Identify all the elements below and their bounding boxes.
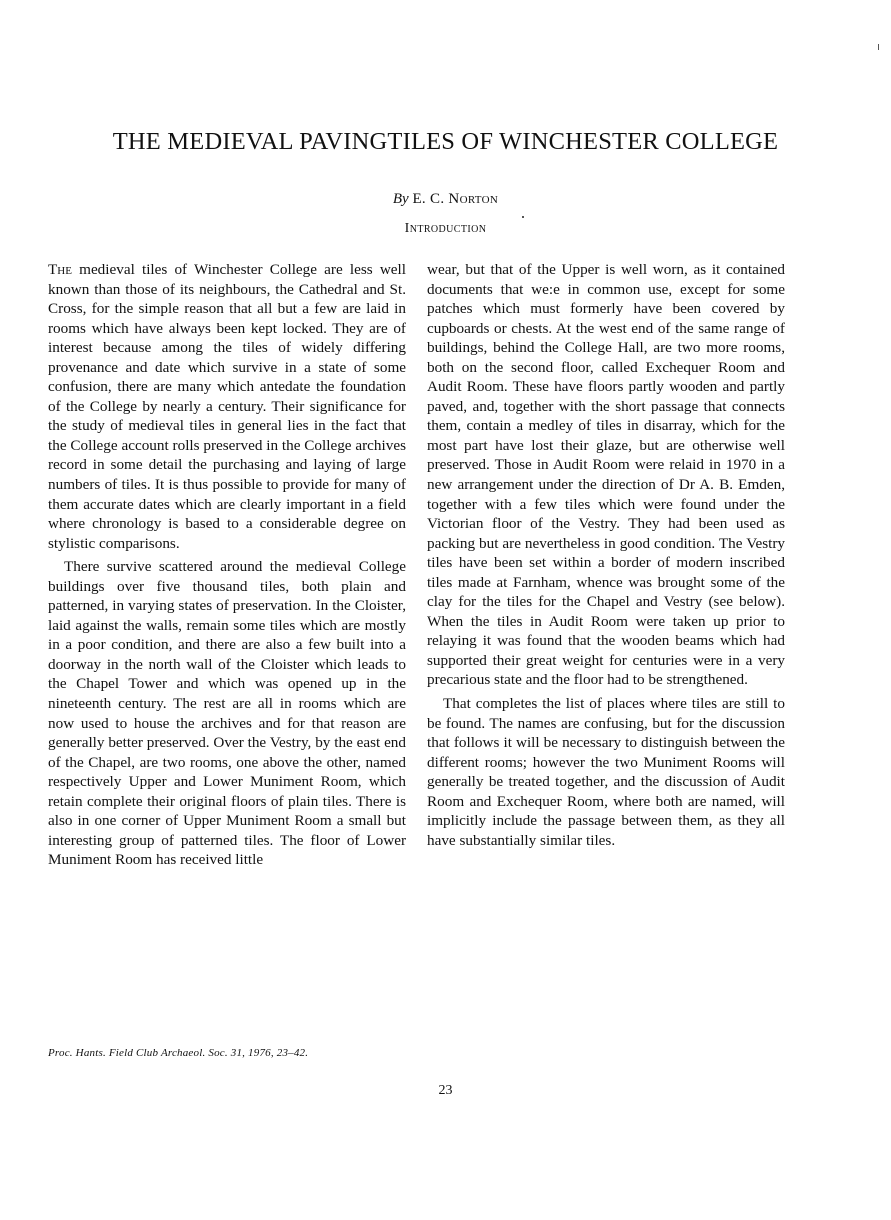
paragraph-lead: The <box>48 261 72 278</box>
citation-footnote: Proc. Hants. Field Club Archaeol. Soc. 31, 1976, 23–42. <box>48 1047 309 1059</box>
byline-prefix: By <box>392 191 409 207</box>
paragraph: That completes the list of places where tiles are still to be found. The names are confusing, but for the discussion that follows it will be necessary to distinguish between the different rooms; however the two Muniment Rooms will generally be treated together, and the discussion of Audit Room and Exchequer Room, where both are named, will implicitly include the passage between them, as they all have substantially similar tiles. <box>427 695 785 849</box>
paragraph: There survive scattered around the medieval College buildings over five thousand tiles, both plain and patterned, in varying states of preservation. In the Cloister, laid against the walls, remain some tiles which are mostly in a poor condition, and there are also a few built into a doorway in the north wall of the Cloister which leads to the Chapel Tower and which was opened up in the nineteenth century. The rest are all in rooms which are now used to house the archives and for that reason are generally better preserved. Over the Vestry, by the east end of the Chapel, are two rooms, one above the other, named respectively Upper and Lower Muniment Room, which retain complete their original floors of plain tiles. There is also in one corner of Upper Muniment Room a small but interesting group of patterned tiles. The floor of Lower Muniment Room has received little <box>48 558 406 869</box>
section-heading: Introduction <box>404 221 487 236</box>
page-number: 23 <box>438 1083 453 1098</box>
right-column <box>427 260 785 850</box>
article-title: THE MEDIEVAL PAVINGTILES OF WINCHESTER COLLEGE <box>112 128 779 155</box>
author-name: E. C. Norton <box>412 191 499 207</box>
left-column <box>48 260 406 870</box>
paragraph: wear, but that of the Upper is well worn, as it contained documents that we:e in common use, except for some patches which must formerly have been covered by cupboards or chests. At the west end of the same range of buildings, behind the College Hall, are two more rooms, both on the second floor, called Exchequer Room and Audit Room. These have floors partly wooden and partly paved, and, together with the short passage that connects them, contain a medley of tiles in disarray, which for the most part have lost their glaze, but are otherwise well preserved. Those in Audit Room were relaid in 1970 in a new arrangement under the direction of Dr A. B. Emden, together with a few tiles which were found under the Victorian floor of the Vestry. They had been used as packing but are nevertheless in good condition. The Vestry tiles have been set within a border of modern inscribed tiles made at Farnham, whence was brought some of the clay for the tiles for the Chapel and Vestry (see below). When the tiles in Audit Room were taken up prior to relaying it was found that the wooden beams which had supported their great weight for centuries were in a very precarious state and the floor had to be strengthened. <box>427 261 785 689</box>
paragraph-text: medieval tiles of Winchester College are less well known than those of its neighbours, the Cathedral and St. Cross, for the simple reason that all but a few are laid in rooms which have always been kept locked. They are of interest because among the tiles of widely differing provenance and date which survive in a state of some confusion, there are many which antedate the foundation of the College by nearly a century. Their significance for the study of medieval tiles in general lies in the fact that the College account rolls preserved in the College archives record in some detail the purchasing and laying of large numbers of tiles. It is thus possible to provide for many of them accurate dates which are clearly important in a field where chronology is based to a considerable degree on stylistic comparisons. <box>48 261 406 552</box>
scan-speck <box>522 216 524 218</box>
byline <box>0 191 891 208</box>
scan-speck <box>878 44 879 50</box>
paragraph <box>48 260 406 553</box>
